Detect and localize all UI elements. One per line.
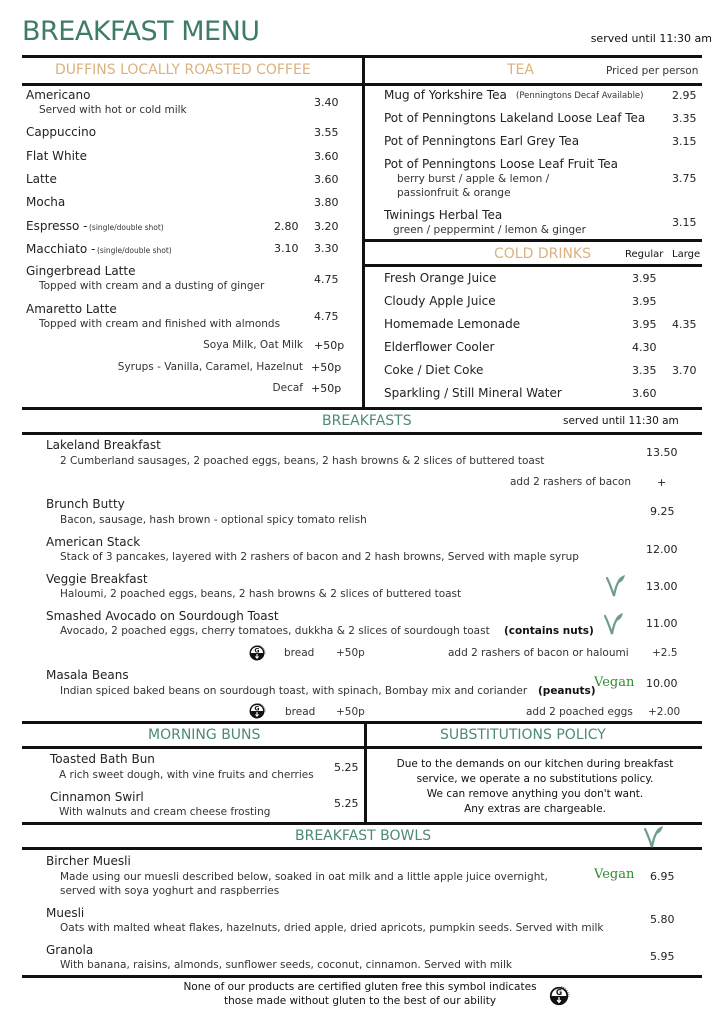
- gluten-free-icon: [248, 644, 266, 662]
- gluten-free-icon: [248, 702, 266, 720]
- gluten-free-icon: [548, 985, 570, 1007]
- vegan-badge: Vegan: [594, 867, 635, 882]
- vegan-badge: Vegan: [594, 675, 635, 690]
- cold-drinks-heading: COLD DRINKS: [494, 246, 592, 262]
- vegetarian-leaf-icon: [602, 612, 624, 636]
- col-regular: Regular: [625, 249, 664, 260]
- vegetarian-leaf-icon: [604, 574, 626, 598]
- page-title: BREAKFAST MENU: [22, 16, 260, 47]
- rule-above-bowls: [22, 822, 702, 825]
- allergen-peanuts: (peanuts): [538, 685, 596, 697]
- gluten-disclaimer: None of our products are certified gluten free this symbol indicates those made without gluten to the best of our ability: [183, 981, 537, 1007]
- rule-above-breakfasts: [22, 407, 702, 410]
- col-large: Large: [672, 249, 701, 260]
- morning-buns-heading: MORNING BUNS: [148, 727, 261, 743]
- breakfasts-served-until: served until 11:30 am: [563, 415, 679, 427]
- rule-under-cold-drinks-head: [364, 264, 702, 267]
- bowls-heading: BREAKFAST BOWLS: [295, 828, 432, 844]
- rule-above-cold-drinks: [364, 239, 702, 242]
- tea-heading: TEA: [507, 62, 534, 78]
- column-divider-top: [362, 55, 365, 408]
- rule-above-footer: [22, 975, 702, 978]
- substitutions-heading: SUBSTITUTIONS POLICY: [440, 727, 606, 743]
- served-until-note: served until 11:30 am: [590, 32, 712, 45]
- rule-under-breakfasts-head: [22, 432, 702, 435]
- substitutions-text: Due to the demands on our kitchen during breakfast service, we operate a no substitutions policy. We can remove anything you don't want. Any extras are chargeable.: [396, 758, 674, 815]
- rule-under-bowls-head: [22, 847, 702, 850]
- vegetarian-leaf-icon: [642, 825, 664, 849]
- coffee-heading: DUFFINS LOCALLY ROASTED COFFEE: [55, 62, 311, 78]
- rule-under-buns-head: [22, 746, 702, 749]
- rule-above-buns: [22, 721, 702, 724]
- breakfasts-heading: BREAKFASTS: [322, 413, 412, 429]
- column-divider-buns: [364, 721, 367, 824]
- allergen-nuts: (contains nuts): [504, 625, 594, 637]
- tea-priced-note: Priced per person: [606, 65, 699, 77]
